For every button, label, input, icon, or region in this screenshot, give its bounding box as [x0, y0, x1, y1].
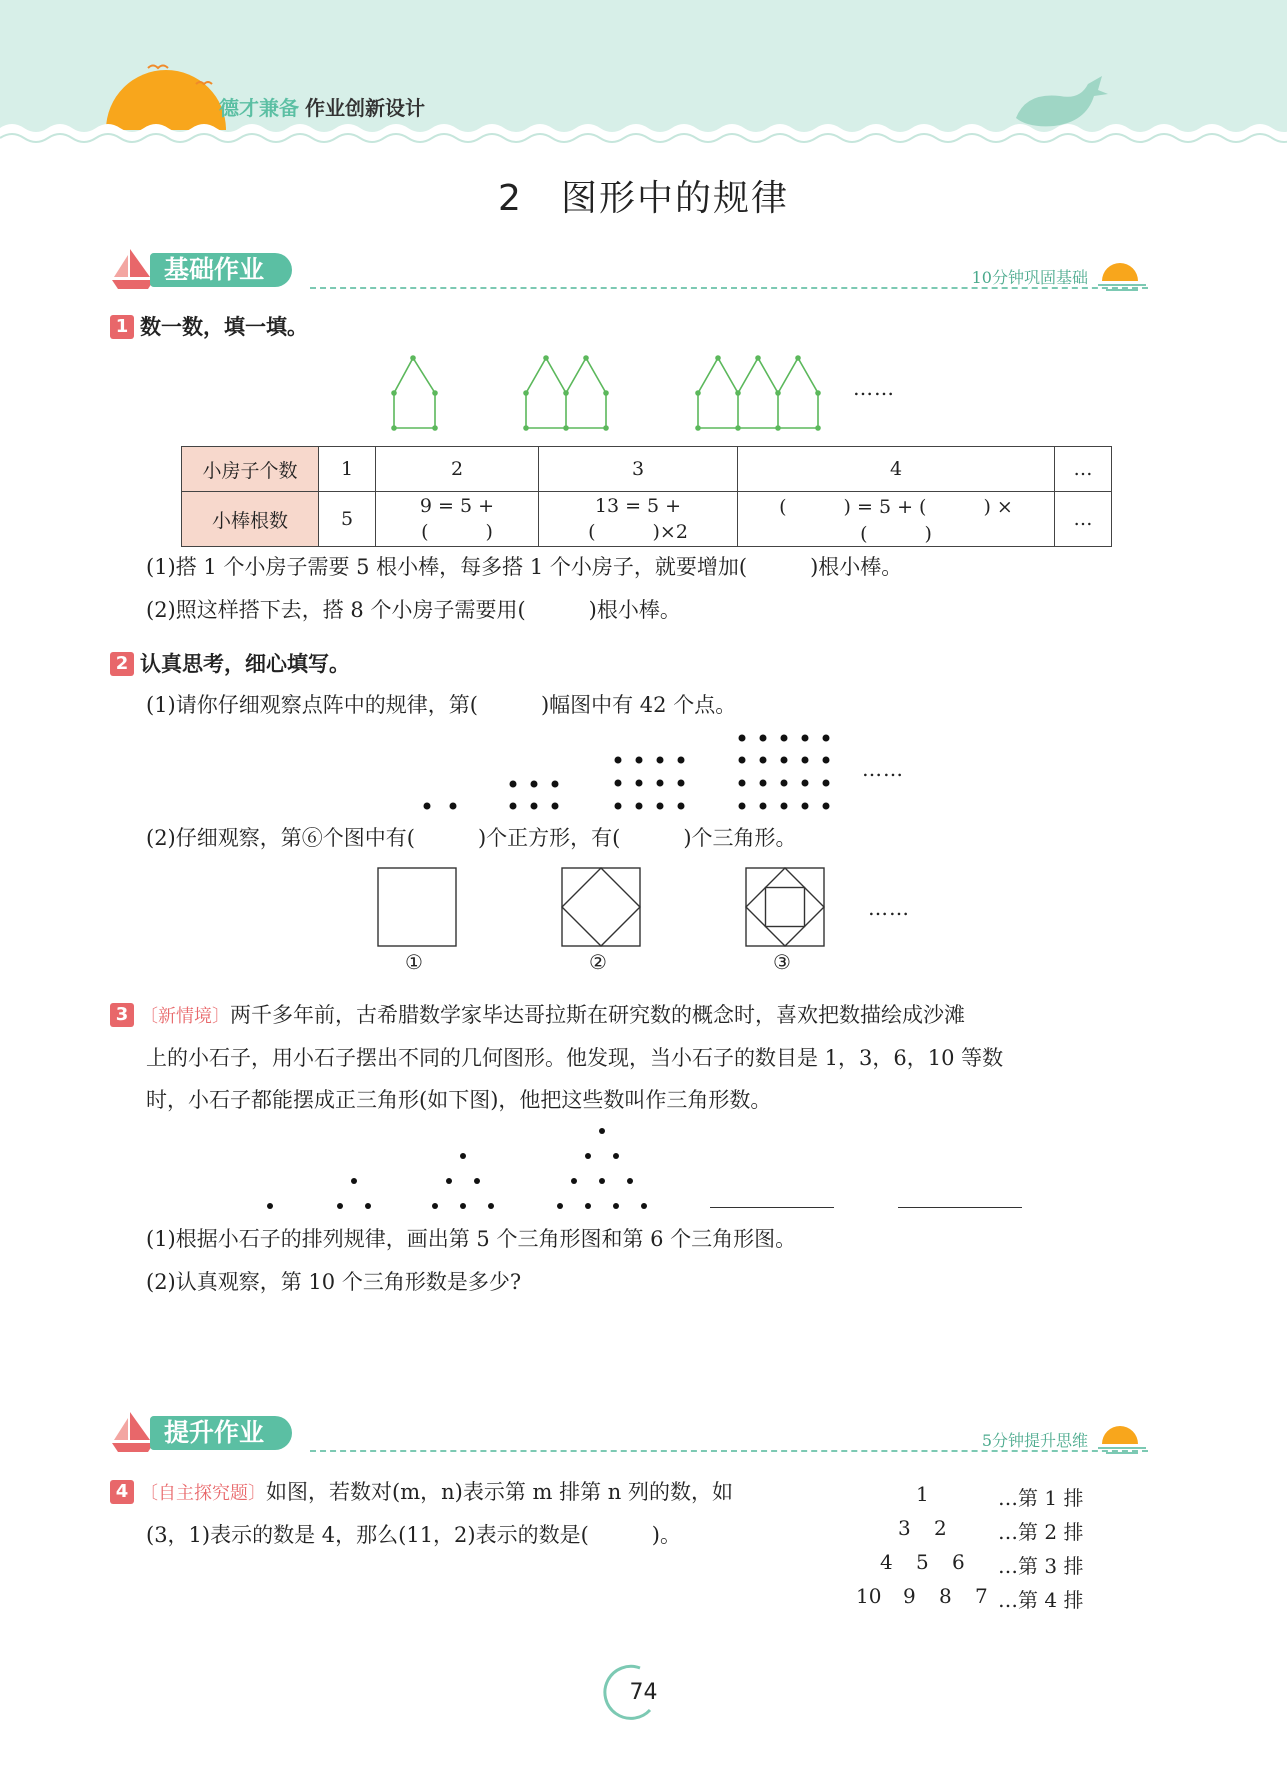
table-cell: … [1055, 492, 1112, 547]
list-item: 4 [880, 1550, 893, 1574]
table-cell: 2 [376, 447, 539, 492]
q3-line2: 上的小石子，用小石子摆出不同的几何图形。他发现，当小石子的数目是 1，3，6，10 等数 [146, 1046, 1004, 1070]
q2-squares-ellipsis: …… [868, 896, 910, 920]
whale-icon [1016, 76, 1108, 126]
nested-squares-figure [376, 866, 836, 950]
table-cell[interactable]: 9 = 5 + ( ) [376, 492, 539, 547]
answer-line-5th[interactable] [710, 1207, 834, 1208]
section-basic [110, 247, 1148, 297]
table-cell: 5 [319, 492, 376, 547]
q3-line1: 两千多年前，古希腊数学家毕达哥拉斯在研究数的概念时，喜欢把数描绘成沙滩 [230, 1003, 965, 1027]
section-advanced-hint: 5分钟提升思维 [981, 1431, 1088, 1450]
brand-part1: 德才兼备 [219, 96, 299, 120]
list-item: 2 [934, 1516, 947, 1540]
list-item: 7 [975, 1584, 988, 1608]
q2-title: 认真思考，细心填写。 [140, 652, 350, 676]
q1-sub2[interactable]: (2)照这样搭下去，搭 8 个小房子需要用( )根小棒。 [146, 598, 681, 622]
table-cell: 3 [539, 447, 738, 492]
sun-icon [106, 70, 226, 130]
q2-heading [110, 649, 350, 679]
q1-heading [110, 312, 308, 342]
q1-number: 1 [110, 315, 134, 339]
list-item: 8 [939, 1584, 952, 1608]
answer-line-6th[interactable] [898, 1207, 1022, 1208]
list-item: 10 [856, 1584, 882, 1608]
table-cell[interactable]: 13 = 5 + ( )×2 [539, 492, 738, 547]
stick-houses-figure [380, 348, 900, 438]
row-label: …第 4 排 [998, 1588, 1084, 1612]
q4-tag: 〔自主探究题〕 [140, 1483, 266, 1504]
figure-label-3: ③ [773, 950, 791, 974]
table-cell: 4 [738, 447, 1055, 492]
list-item: 1 [916, 1482, 929, 1506]
brand [219, 92, 425, 121]
q4-line1-wrap [110, 1477, 733, 1509]
table-cell: 小棒根数 [182, 492, 319, 547]
q1-title: 数一数，填一填。 [140, 315, 308, 339]
list-item: 3 [898, 1516, 911, 1540]
q2-number: 2 [110, 652, 134, 676]
sunset-icon [1096, 1422, 1148, 1456]
figure-label-2: ② [589, 950, 607, 974]
q3-line1-wrap [110, 1000, 965, 1032]
q2-sub1[interactable]: (1)请你仔细观察点阵中的规律，第( )幅图中有 42 个点。 [146, 693, 737, 717]
bird-icon [148, 66, 168, 69]
page-number: 74 [629, 1680, 658, 1705]
q2-dots-ellipsis: …… [862, 757, 904, 781]
row-label: …第 1 排 [998, 1486, 1084, 1510]
q3-line3: 时，小石子都能摆成正三角形(如下图)，他把这些数叫作三角形数。 [146, 1088, 772, 1112]
table-row [182, 447, 1112, 492]
list-item: 6 [952, 1550, 965, 1574]
brand-part2: 作业创新设计 [305, 96, 425, 120]
q3-sub2: (2)认真观察，第 10 个三角形数是多少? [146, 1270, 522, 1294]
q3-sub1: (1)根据小石子的排列规律，画出第 5 个三角形图和第 6 个三角形图。 [146, 1227, 797, 1251]
row-label: …第 2 排 [998, 1520, 1084, 1544]
q4-line2[interactable]: (3，1)表示的数是 4，那么(11，2)表示的数是( )。 [146, 1523, 681, 1547]
list-item: 9 [903, 1584, 916, 1608]
section-advanced-label: 提升作业 [150, 1416, 292, 1450]
q2-sub2[interactable]: (2)仔细观察，第⑥个图中有( )个正方形，有( )个三角形。 [146, 826, 797, 850]
q4-line1: 如图，若数对(m，n)表示第 m 排第 n 列的数，如 [266, 1480, 733, 1504]
q1-sub1[interactable]: (1)搭 1 个小房子需要 5 根小棒，每多搭 1 个小房子，就要增加( )根小棒。 [146, 555, 903, 579]
section-advanced [110, 1410, 1148, 1460]
q1-ellipsis: …… [853, 376, 895, 400]
table-cell: 1 [319, 447, 376, 492]
table-cell[interactable]: ( ) = 5 + ( ) × ( ) [738, 492, 1055, 547]
q3-tag: 〔新情境〕 [140, 1006, 230, 1027]
row-label: …第 3 排 [998, 1554, 1084, 1578]
sunset-icon [1096, 259, 1148, 293]
header-decoration [0, 0, 1287, 160]
section-basic-label: 基础作业 [150, 253, 292, 287]
list-item: 5 [916, 1550, 929, 1574]
dot-array-figure [420, 730, 840, 830]
page-title: 2 图形中的规律 [498, 178, 789, 219]
q1-table [181, 446, 1112, 547]
table-cell: 小房子个数 [182, 447, 319, 492]
figure-label-1: ① [405, 950, 423, 974]
q3-number: 3 [110, 1003, 134, 1027]
section-basic-hint: 10分钟巩固基础 [971, 268, 1088, 287]
page-header [0, 0, 1287, 150]
table-row [182, 492, 1112, 547]
triangle-numbers-figure [260, 1120, 660, 1220]
table-cell: … [1055, 447, 1112, 492]
q4-number: 4 [110, 1480, 134, 1504]
